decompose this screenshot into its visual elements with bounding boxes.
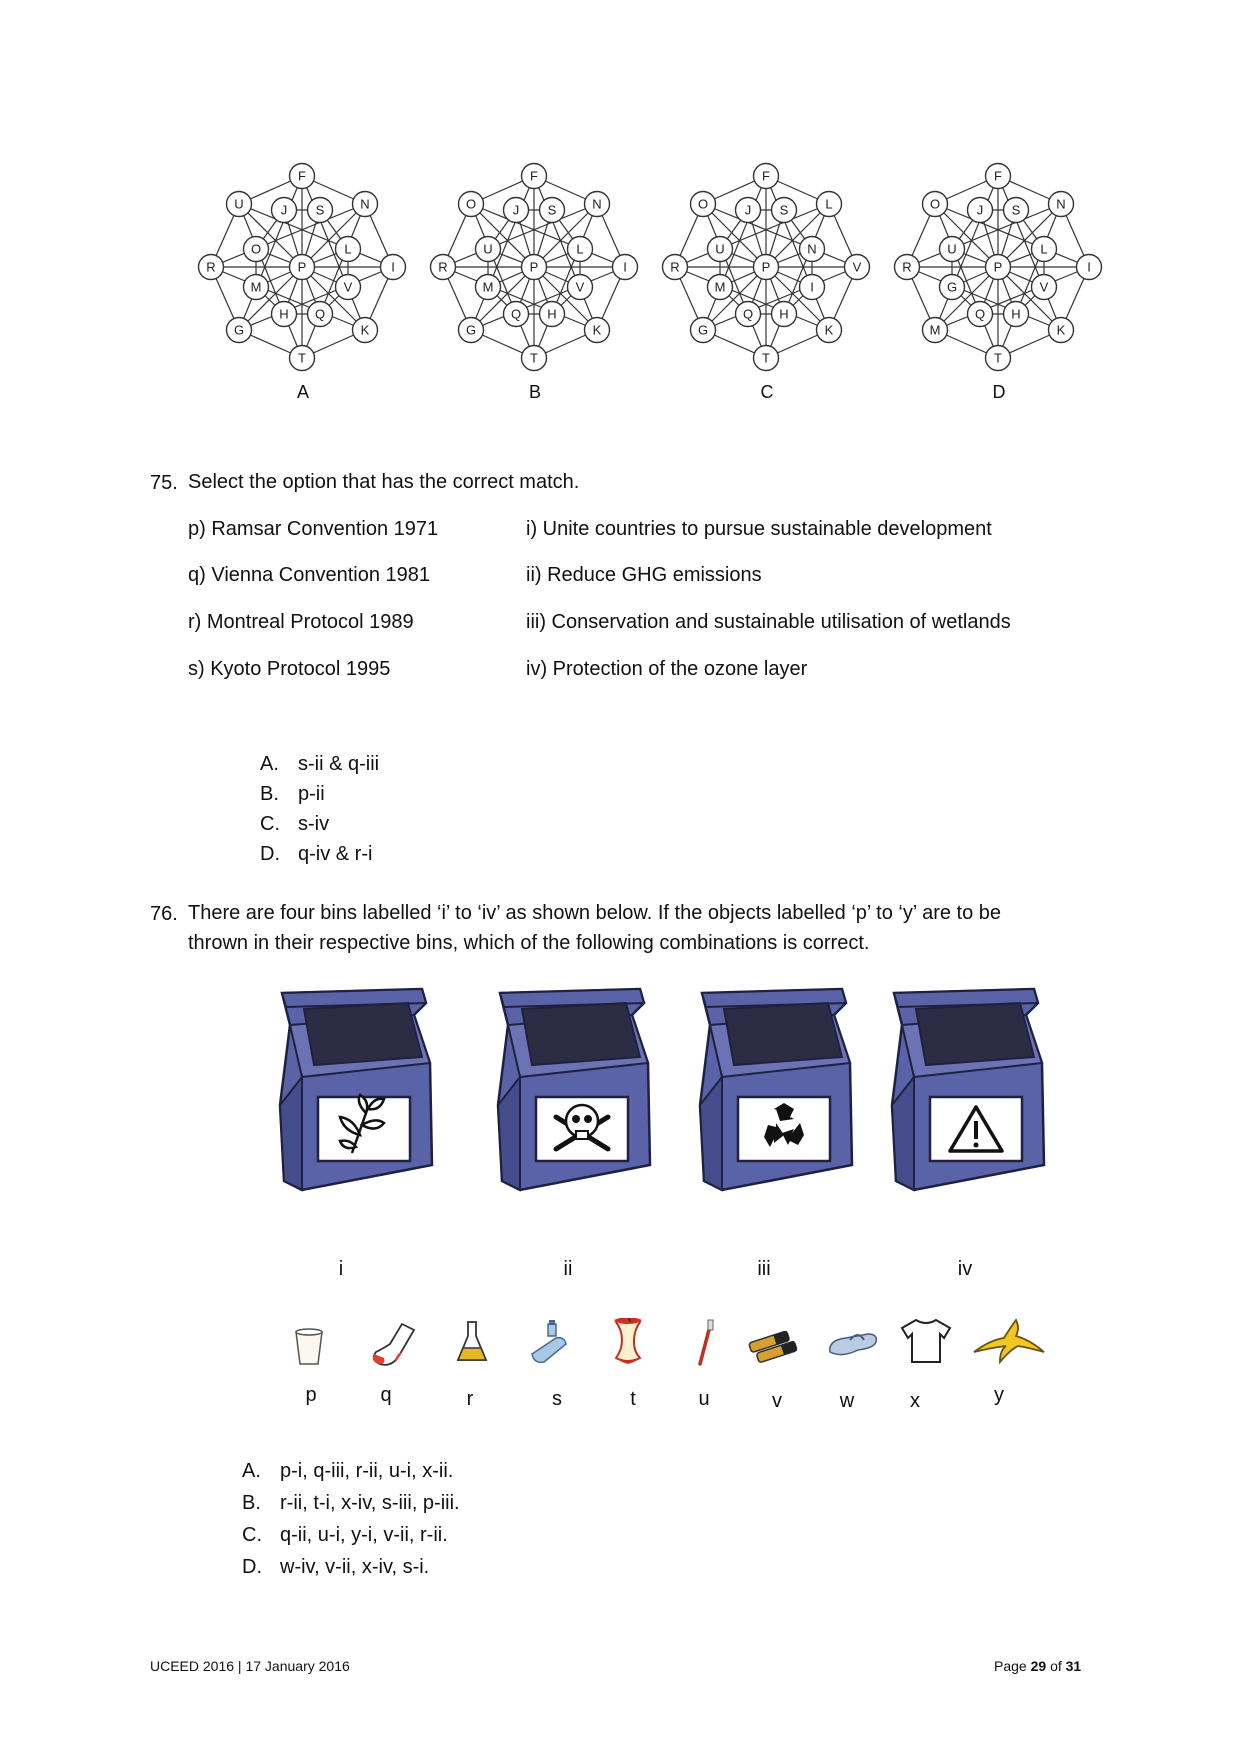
page-of: of <box>1050 1658 1062 1674</box>
graph-node-label: L <box>825 196 833 212</box>
sock-icon <box>373 1324 414 1365</box>
graph-node-label: L <box>344 241 352 257</box>
graph-node-label: R <box>438 259 448 275</box>
graph-node-label: P <box>529 259 539 275</box>
graph-node-label: L <box>576 241 584 257</box>
item-label: q <box>380 1384 392 1406</box>
bin-label: iii <box>757 1258 771 1280</box>
graph-node-label: Q <box>974 306 986 322</box>
question-number: 76. <box>150 903 178 925</box>
graph-node-label: Q <box>510 306 522 322</box>
graph-node-label: H <box>547 306 557 322</box>
item-label: p <box>305 1384 317 1406</box>
option-text: p-ii <box>298 783 325 805</box>
graph-node-label: I <box>391 259 395 275</box>
option-text: s-iv <box>298 813 330 835</box>
graph-node-label: S <box>547 202 557 218</box>
graph-node-label: T <box>298 350 306 366</box>
option-text: p-i, q-iii, r-ii, u-i, x-ii. <box>280 1460 454 1482</box>
option-c[interactable] <box>260 813 329 836</box>
graph-node-label: V <box>852 259 862 275</box>
match-left: s) Kyoto Protocol 1995 <box>188 658 391 680</box>
page-number: 29 <box>1030 1658 1047 1674</box>
graph-node-label: N <box>592 196 602 212</box>
page-prefix: Page <box>994 1658 1027 1674</box>
graph-node-label: I <box>1087 259 1091 275</box>
option-text: r-ii, t-i, x-iv, s-iii, p-iii. <box>280 1492 460 1514</box>
option-d[interactable] <box>260 843 372 866</box>
graph-node-label: G <box>946 279 958 295</box>
option-key: C. <box>260 813 280 835</box>
graph-node-label: O <box>250 241 262 257</box>
graph-label-c: C <box>760 382 774 402</box>
graph-node-label: V <box>575 279 585 295</box>
graph-node-label: F <box>762 168 770 184</box>
item-label: s <box>552 1388 562 1410</box>
option-a[interactable] <box>260 753 379 776</box>
bin-label: i <box>338 1258 344 1280</box>
paper-cup-icon <box>296 1329 322 1364</box>
item-label: x <box>910 1390 920 1412</box>
graph-node-label: M <box>714 279 726 295</box>
option-key: D. <box>242 1556 262 1578</box>
graph-label-d: D <box>992 382 1006 402</box>
graph-c <box>663 164 870 371</box>
graph-node-label: T <box>994 350 1002 366</box>
option-text: q-ii, u-i, y-i, v-ii, r-ii. <box>280 1524 448 1546</box>
graph-node-label: T <box>530 350 538 366</box>
graph-node-label: N <box>1056 196 1066 212</box>
bin-iv <box>892 989 1044 1190</box>
graph-node-label: O <box>929 196 941 212</box>
question-number: 75. <box>150 472 178 494</box>
banana-peel-icon <box>974 1320 1044 1362</box>
bins-figure <box>260 985 1060 1245</box>
match-left: r) Montreal Protocol 1989 <box>188 611 414 633</box>
graph-node-label: P <box>297 259 307 275</box>
option-b[interactable] <box>260 783 325 806</box>
bin-label: ii <box>563 1258 573 1280</box>
graph-node-label: G <box>697 322 709 338</box>
graph-node-label: O <box>465 196 477 212</box>
graph-node-label: M <box>929 322 941 338</box>
graph-node-label: J <box>512 202 520 218</box>
toothbrush-icon <box>700 1320 713 1364</box>
item-label: u <box>698 1388 710 1410</box>
option-key: D. <box>260 843 280 865</box>
footer-left: UCEED 2016 | 17 January 2016 <box>150 1658 350 1674</box>
plastic-bottle-icon <box>532 1320 566 1362</box>
graph-node-label: J <box>976 202 984 218</box>
item-label: w <box>839 1390 855 1412</box>
match-right: iii) Conservation and sustainable utilisation of wetlands <box>526 611 1011 633</box>
slipper-icon <box>830 1334 877 1355</box>
option-text: w-iv, v-ii, x-iv, s-i. <box>280 1556 430 1578</box>
bin-ii <box>498 989 650 1190</box>
graph-a <box>199 164 406 371</box>
bin-i <box>280 989 432 1190</box>
match-left: q) Vienna Convention 1981 <box>188 564 431 586</box>
page-indicator <box>994 1658 1081 1674</box>
graph-node-label: T <box>762 350 770 366</box>
graph-node-label: K <box>824 322 834 338</box>
graphs-canvas <box>0 140 1241 380</box>
graph-node-label: S <box>315 202 325 218</box>
apple-core-icon <box>614 1318 642 1364</box>
option-key: A. <box>242 1460 261 1482</box>
graph-node-label: Q <box>314 306 326 322</box>
graph-label-a: A <box>296 382 309 402</box>
graph-b <box>431 164 638 371</box>
graph-label-b: B <box>528 382 541 402</box>
item-label: t <box>630 1388 636 1410</box>
graph-node-label: U <box>234 196 244 212</box>
graph-node-label: V <box>1039 279 1049 295</box>
question-line: thrown in their respective bins, which of the following combinations is correct. <box>188 932 870 954</box>
graph-node-label: G <box>233 322 245 338</box>
option-c[interactable] <box>242 1524 448 1547</box>
match-left: p) Ramsar Convention 1971 <box>188 518 439 540</box>
batteries-icon <box>749 1330 798 1365</box>
graph-node-label: U <box>715 241 725 257</box>
item-label: r <box>466 1388 474 1410</box>
tshirt-icon <box>902 1320 950 1362</box>
item-label: v <box>772 1390 782 1412</box>
graph-node-label: I <box>623 259 627 275</box>
option-a[interactable] <box>242 1460 453 1483</box>
graph-node-label: N <box>807 241 817 257</box>
option-b[interactable] <box>242 1492 460 1515</box>
graph-node-label: R <box>206 259 216 275</box>
option-d[interactable] <box>242 1556 429 1579</box>
match-right: i) Unite countries to pursue sustainable development <box>526 518 992 540</box>
graph-d <box>895 164 1102 371</box>
items-figure <box>280 1318 1060 1378</box>
graph-node-label: K <box>1056 322 1066 338</box>
graph-node-label: S <box>1011 202 1021 218</box>
graph-node-label: Q <box>742 306 754 322</box>
graph-node-label: H <box>279 306 289 322</box>
graph-node-label: L <box>1040 241 1048 257</box>
graph-node-label: J <box>744 202 752 218</box>
question-text: Select the option that has the correct match. <box>188 471 580 493</box>
bin-iii <box>700 989 852 1190</box>
graph-node-label: F <box>298 168 306 184</box>
graph-node-label: K <box>360 322 370 338</box>
question-line: There are four bins labelled ‘i’ to ‘iv’ as shown below. If the objects labelled ‘p’ to ‘y’ are to be <box>188 902 1002 924</box>
page-total: 31 <box>1065 1658 1082 1674</box>
graph-node-label: I <box>810 279 814 295</box>
flask-icon <box>458 1322 486 1360</box>
graph-node-label: F <box>994 168 1002 184</box>
graph-node-label: M <box>250 279 262 295</box>
option-key: C. <box>242 1524 262 1546</box>
option-key: A. <box>260 753 279 775</box>
question-text <box>188 898 1088 958</box>
graph-node-label: M <box>482 279 494 295</box>
match-right: iv) Protection of the ozone layer <box>526 658 808 680</box>
graph-node-label: P <box>993 259 1003 275</box>
graph-node-label: H <box>779 306 789 322</box>
graph-node-label: F <box>530 168 538 184</box>
bin-label: iv <box>957 1258 973 1280</box>
graph-node-label: G <box>465 322 477 338</box>
graph-node-label: U <box>947 241 957 257</box>
graph-node-label: K <box>592 322 602 338</box>
option-text: q-iv & r-i <box>298 843 373 865</box>
graph-node-label: H <box>1011 306 1021 322</box>
graph-node-label: N <box>360 196 370 212</box>
graph-node-label: O <box>697 196 709 212</box>
graph-node-label: V <box>343 279 353 295</box>
graph-node-label: R <box>902 259 912 275</box>
match-right: ii) Reduce GHG emissions <box>526 564 762 586</box>
graph-node-label: U <box>483 241 493 257</box>
option-key: B. <box>260 783 279 805</box>
graph-node-label: J <box>280 202 288 218</box>
item-label: y <box>994 1384 1004 1406</box>
option-key: B. <box>242 1492 261 1514</box>
option-text: s-ii & q-iii <box>298 753 380 775</box>
graph-node-label: R <box>670 259 680 275</box>
graph-node-label: P <box>761 259 771 275</box>
graph-node-label: S <box>779 202 789 218</box>
